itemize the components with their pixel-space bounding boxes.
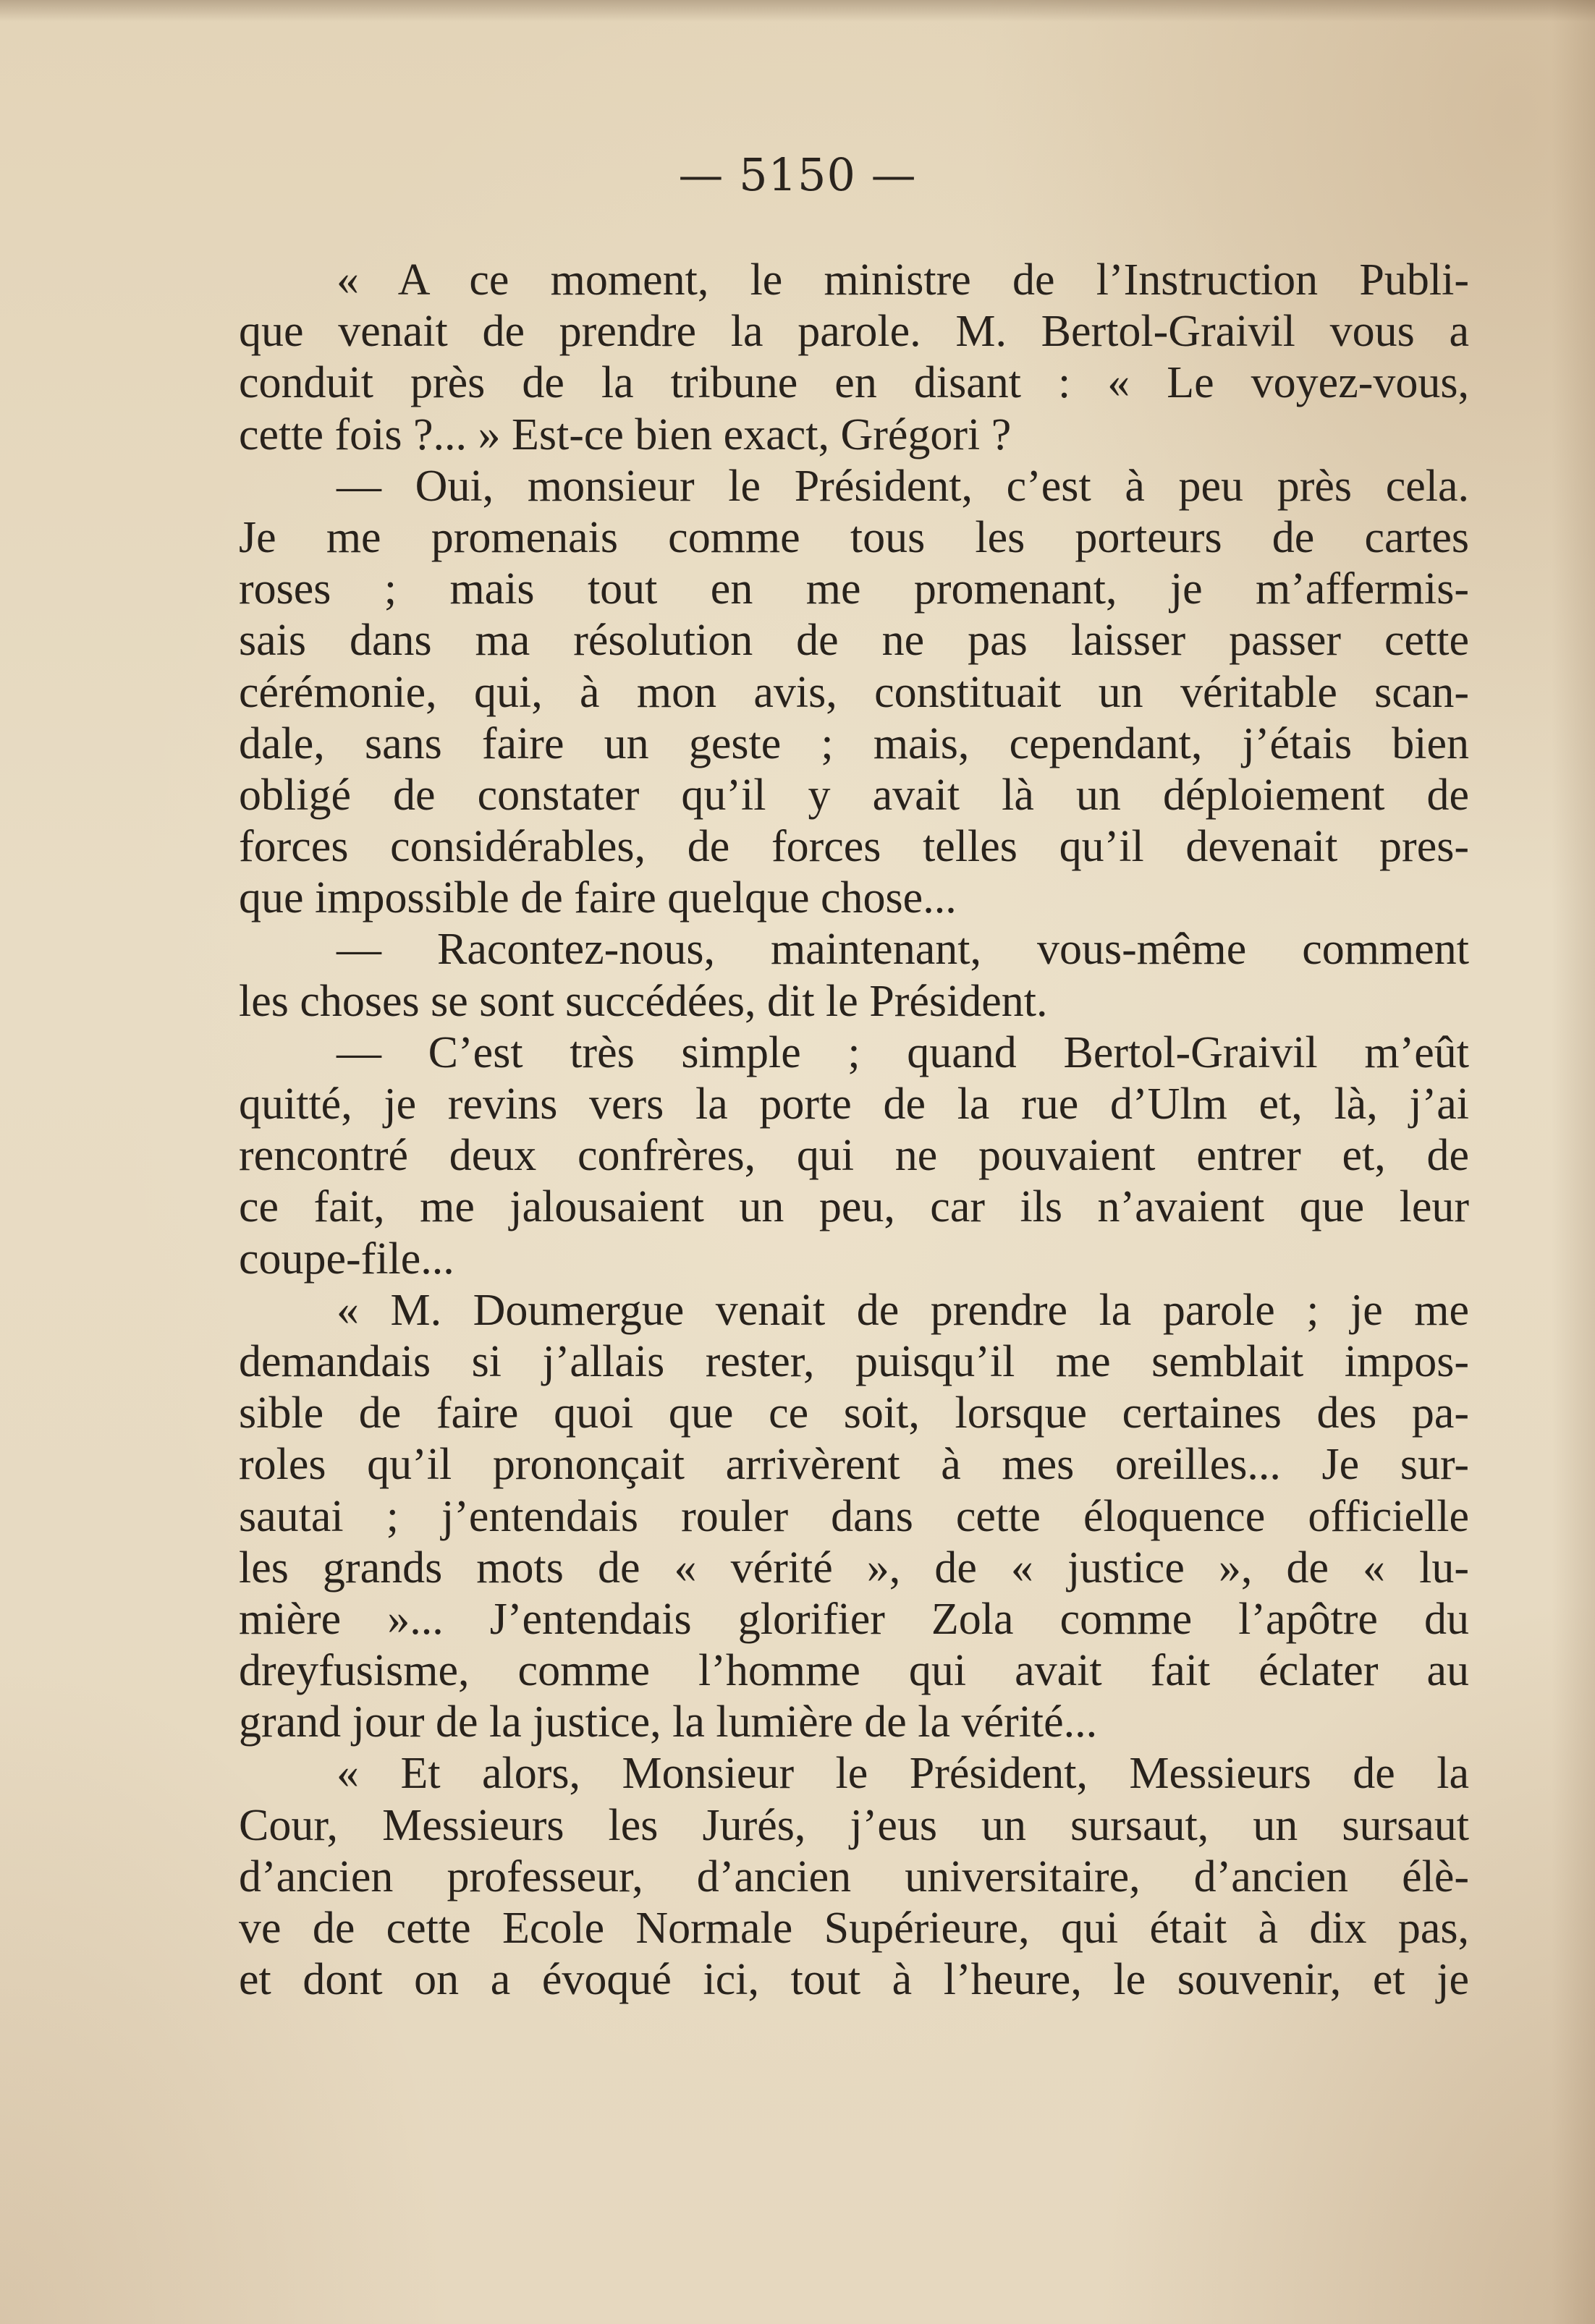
text-line: forces considérables, de forces telles qu’il devenait pres-: [239, 822, 1469, 872]
text-line: et dont on a évoqué ici, tout à l’heure, le souvenir, et je: [239, 1955, 1469, 2005]
text-line: grand jour de la justice, la lumière de la vérité...: [239, 1697, 1098, 1747]
text-line: ve de cette Ecole Normale Supérieure, qui était à dix pas,: [239, 1904, 1469, 1953]
text-line: Cour, Messieurs les Jurés, j’eus un sursaut, un sursaut: [239, 1800, 1469, 1850]
page-top-edge-shadow: [0, 0, 1595, 22]
text-line: roses ; mais tout en me promenant, je m’affermis-: [239, 564, 1469, 614]
text-line: obligé de constater qu’il y avait là un déploiement de: [239, 770, 1469, 820]
text-line: dale, sans faire un geste ; mais, cependant, j’étais bien: [239, 718, 1469, 768]
text-line: sais dans ma résolution de ne pas laisser passer cette: [239, 616, 1469, 666]
text-line: rencontré deux confrères, qui ne pouvaient entrer et, de: [239, 1131, 1469, 1181]
body-text: [239, 255, 1469, 2006]
text-line: demandais si j’allais rester, puisqu’il me semblait impos-: [239, 1336, 1469, 1386]
text-line: — Racontez-nous, maintenant, vous-même comment: [337, 925, 1469, 975]
text-line: que impossible de faire quelque chose...: [239, 873, 957, 923]
text-line: roles qu’il prononçait arrivèrent à mes oreilles... Je sur-: [239, 1440, 1469, 1490]
text-line: cette fois ?... » Est-ce bien exact, Grégori ?: [239, 410, 1012, 459]
text-line: sible de faire quoi que ce soit, lorsque certaines des pa-: [239, 1388, 1469, 1438]
text-line: les grands mots de « vérité », de « justice », de « lu-: [239, 1543, 1469, 1593]
text-line: cérémonie, qui, à mon avis, constituait un véritable scan-: [239, 667, 1469, 717]
text-line: « A ce moment, le ministre de l’Instruction Publi-: [337, 255, 1469, 305]
text-line: Je me promenais comme tous les porteurs de cartes: [239, 512, 1469, 562]
text-line: — C’est très simple ; quand Bertol-Graivil m’eût: [337, 1027, 1469, 1077]
text-line: — Oui, monsieur le Président, c’est à peu près cela.: [337, 461, 1469, 511]
text-line: « M. Doumergue venait de prendre la parole ; je me: [337, 1285, 1469, 1335]
text-line: coupe-file...: [239, 1234, 454, 1284]
text-line: sautai ; j’entendais rouler dans cette éloquence officielle: [239, 1491, 1469, 1541]
text-line: les choses se sont succédées, dit le Président.: [239, 976, 1048, 1026]
text-line: dreyfusisme, comme l’homme qui avait fait éclater au: [239, 1646, 1469, 1696]
text-line: mière »... J’entendais glorifier Zola comme l’apôtre du: [239, 1594, 1469, 1644]
text-line: conduit près de la tribune en disant : « Le voyez-vous,: [239, 358, 1469, 408]
page-right-edge-shadow: [1552, 0, 1595, 2324]
text-line: quitté, je revins vers la porte de la rue d’Ulm et, là, j’ai: [239, 1080, 1469, 1129]
text-line: « Et alors, Monsieur le Président, Messieurs de la: [337, 1749, 1469, 1799]
text-line: d’ancien professeur, d’ancien universitaire, d’ancien élè-: [239, 1852, 1469, 1901]
text-line: que venait de prendre la parole. M. Bertol-Graivil vous a: [239, 307, 1469, 357]
page-number: — 5150 —: [678, 148, 917, 201]
text-line: ce fait, me jalousaient un peu, car ils n’avaient que leur: [239, 1182, 1469, 1232]
